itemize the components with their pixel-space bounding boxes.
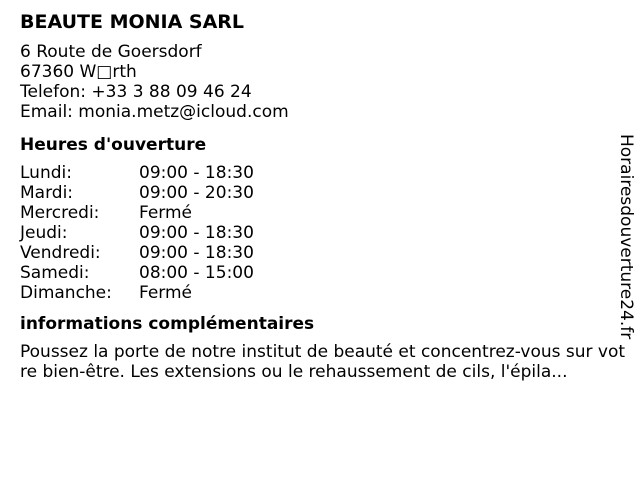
hours-value: Fermé bbox=[139, 283, 193, 303]
hours-day: Mardi: bbox=[20, 183, 74, 203]
hours-day: Samedi: bbox=[20, 263, 90, 283]
hours-day: Lundi: bbox=[20, 163, 72, 183]
hours-value: 09:00 - 18:30 bbox=[139, 223, 254, 243]
site-watermark: Horairesdouverture24.fr bbox=[616, 134, 636, 340]
phone-text: Telefon: +33 3 88 09 46 24 bbox=[20, 82, 252, 102]
hours-day: Mercredi: bbox=[20, 203, 100, 223]
address-city: 67360 W□rth bbox=[20, 62, 137, 82]
address-street: 6 Route de Goersdorf bbox=[20, 42, 202, 62]
hours-heading: Heures d'ouverture bbox=[20, 135, 207, 155]
hours-row-sunday bbox=[20, 283, 620, 303]
hours-table bbox=[20, 163, 620, 303]
hours-row-friday bbox=[20, 243, 620, 263]
business-name: BEAUTE MONIA SARL bbox=[20, 11, 245, 33]
hours-day: Dimanche: bbox=[20, 283, 112, 303]
hours-day: Vendredi: bbox=[20, 243, 101, 263]
hours-row-tuesday bbox=[20, 183, 620, 203]
hours-day: Jeudi: bbox=[20, 223, 68, 243]
info-description: Poussez la porte de notre institut de beauté et concentrez-vous sur votre bien-être. Les extensions ou le rehaussement de cils, l'épila... bbox=[20, 342, 626, 382]
hours-row-wednesday bbox=[20, 203, 620, 223]
hours-row-monday bbox=[20, 163, 620, 183]
hours-row-thursday bbox=[20, 223, 620, 243]
hours-value: 09:00 - 20:30 bbox=[139, 183, 254, 203]
hours-value: 08:00 - 15:00 bbox=[139, 263, 254, 283]
hours-value: Fermé bbox=[139, 203, 193, 223]
hours-value: 09:00 - 18:30 bbox=[139, 243, 254, 263]
hours-row-saturday bbox=[20, 263, 620, 283]
info-heading: informations complémentaires bbox=[20, 314, 315, 334]
hours-value: 09:00 - 18:30 bbox=[139, 163, 254, 183]
email-text: Email: monia.metz@icloud.com bbox=[20, 102, 289, 122]
